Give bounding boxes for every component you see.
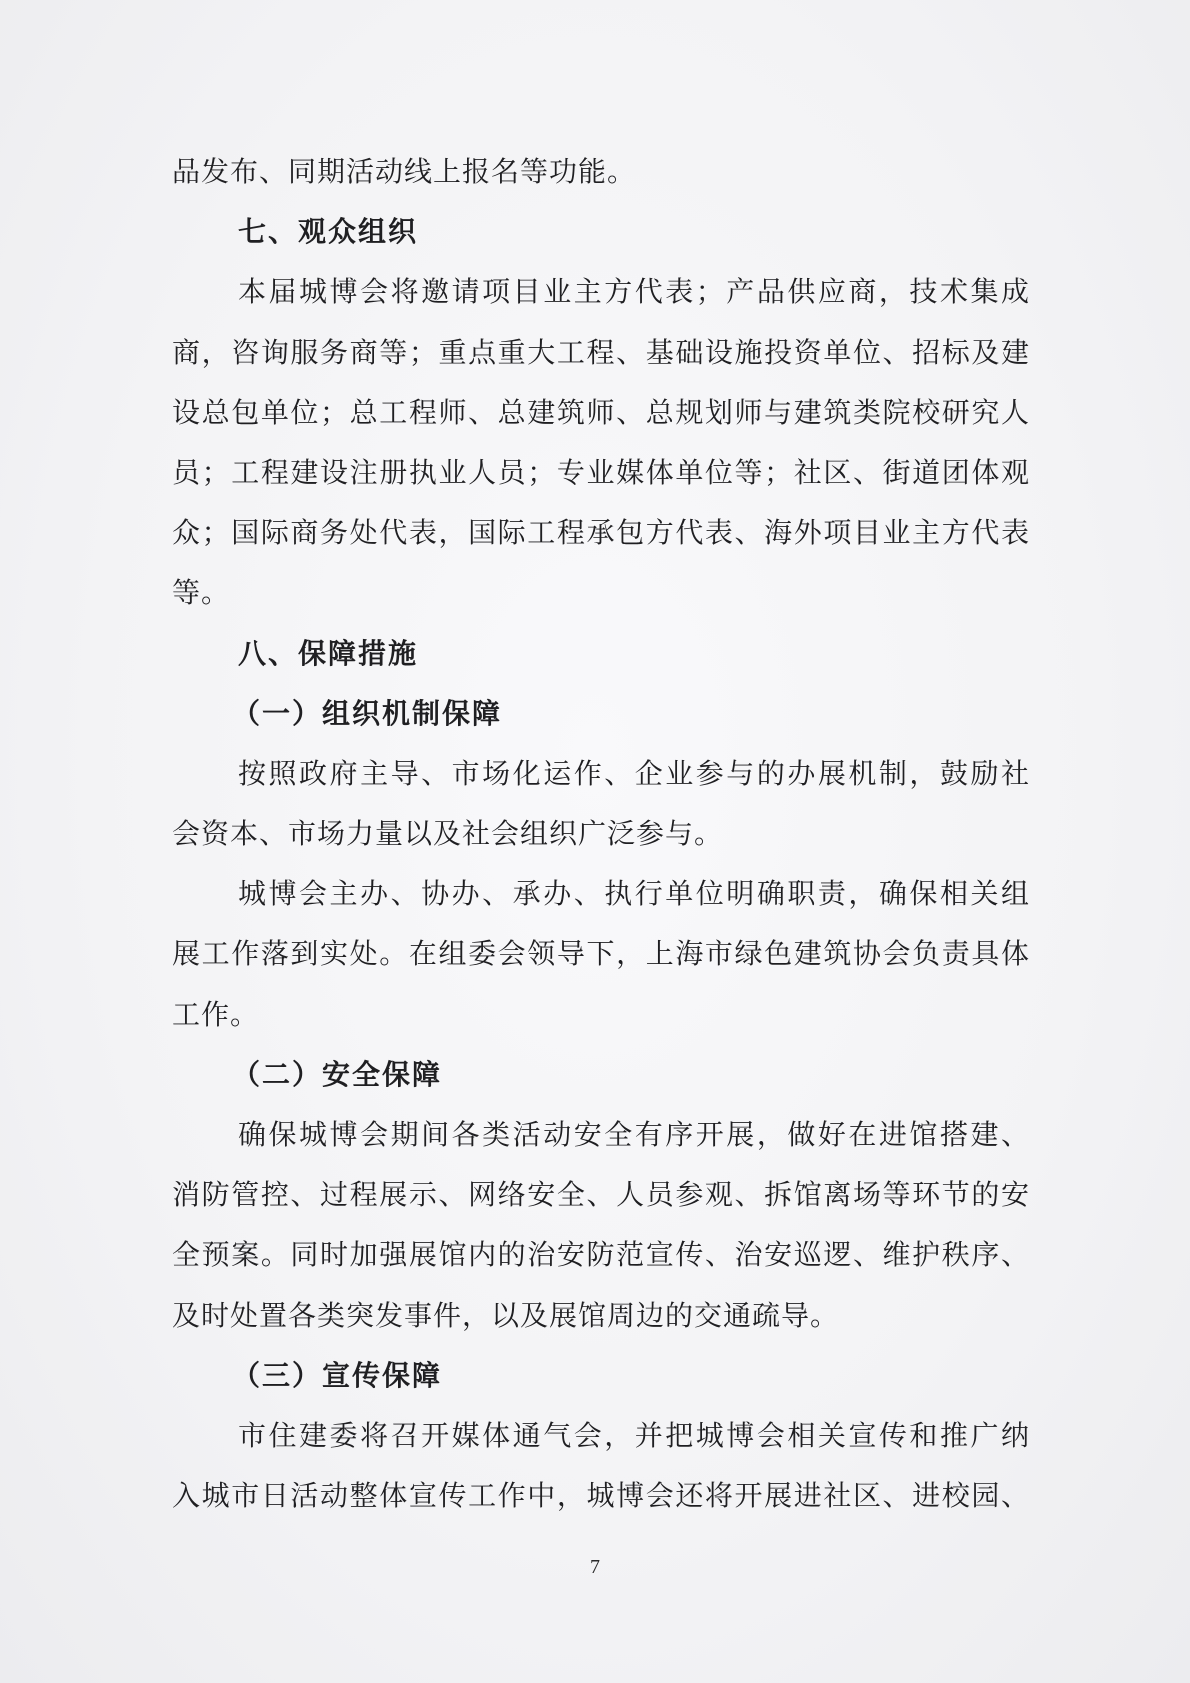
paragraph-line: 确保城博会期间各类活动安全有序开展，做好在进馆搭建、 — [238, 1118, 1030, 1151]
paragraph-line: 全预案。同时加强展馆内的治安防范宣传、治安巡逻、维护秩序、 — [172, 1238, 1030, 1272]
subsection-1-heading: （一）组织机制保障 — [232, 696, 503, 730]
paragraph-line: 市住建委将召开媒体通气会，并把城博会相关宣传和推广纳 — [238, 1418, 1030, 1452]
paragraph-line: 消防管控、过程展示、网络安全、人员参观、拆馆离场等环节的安 — [172, 1178, 1030, 1212]
document-body — [172, 142, 1030, 1526]
section-7-paragraph — [172, 262, 1030, 623]
subsection-1-paragraph-2 — [172, 864, 1030, 1045]
subsection-3-paragraph — [172, 1406, 1030, 1526]
paragraph-line: 商，咨询服务商等；重点重大工程、基础设施投资单位、招标及建 — [172, 335, 1030, 369]
paragraph-line: 按照政府主导、市场化运作、企业参与的办展机制，鼓励社 — [238, 756, 1030, 790]
section-8-heading: 八、保障措施 — [238, 636, 419, 670]
subsection-3-heading: （三）宣传保障 — [232, 1358, 443, 1392]
page-number: 7 — [590, 1556, 600, 1578]
paragraph-line: 工作。 — [172, 997, 260, 1031]
paragraph-line: 众；国际商务处代表，国际工程承包方代表、海外项目业主方代表 — [172, 516, 1030, 550]
paragraph-line: 本届城博会将邀请项目业主方代表；产品供应商，技术集成 — [238, 275, 1030, 309]
paragraph-line: 等。 — [172, 576, 231, 610]
paragraph-line: 入城市日活动整体宣传工作中，城博会还将开展进社区、进校园、 — [172, 1479, 1030, 1513]
continuation-line: 品发布、同期活动线上报名等功能。 — [172, 155, 637, 188]
paragraph-line: 展工作落到实处。在组委会领导下，上海市绿色建筑协会负责具体 — [172, 937, 1030, 971]
paragraph-line: 员；工程建设注册执业人员；专业媒体单位等；社区、街道团体观 — [172, 455, 1030, 489]
section-7-heading: 七、观众组织 — [238, 215, 419, 249]
paragraph-line: 城博会主办、协办、承办、执行单位明确职责，确保相关组 — [238, 877, 1030, 911]
subsection-2-heading: （二）安全保障 — [232, 1057, 443, 1091]
paragraph-line: 设总包单位；总工程师、总建筑师、总规划师与建筑类院校研究人 — [172, 395, 1030, 429]
paragraph-line: 会资本、市场力量以及社会组织广泛参与。 — [172, 817, 724, 851]
subsection-1-paragraph-1 — [172, 744, 1030, 864]
paragraph-line: 及时处置各类突发事件，以及展馆周边的交通疏导。 — [172, 1298, 840, 1332]
subsection-2-paragraph — [172, 1105, 1030, 1346]
